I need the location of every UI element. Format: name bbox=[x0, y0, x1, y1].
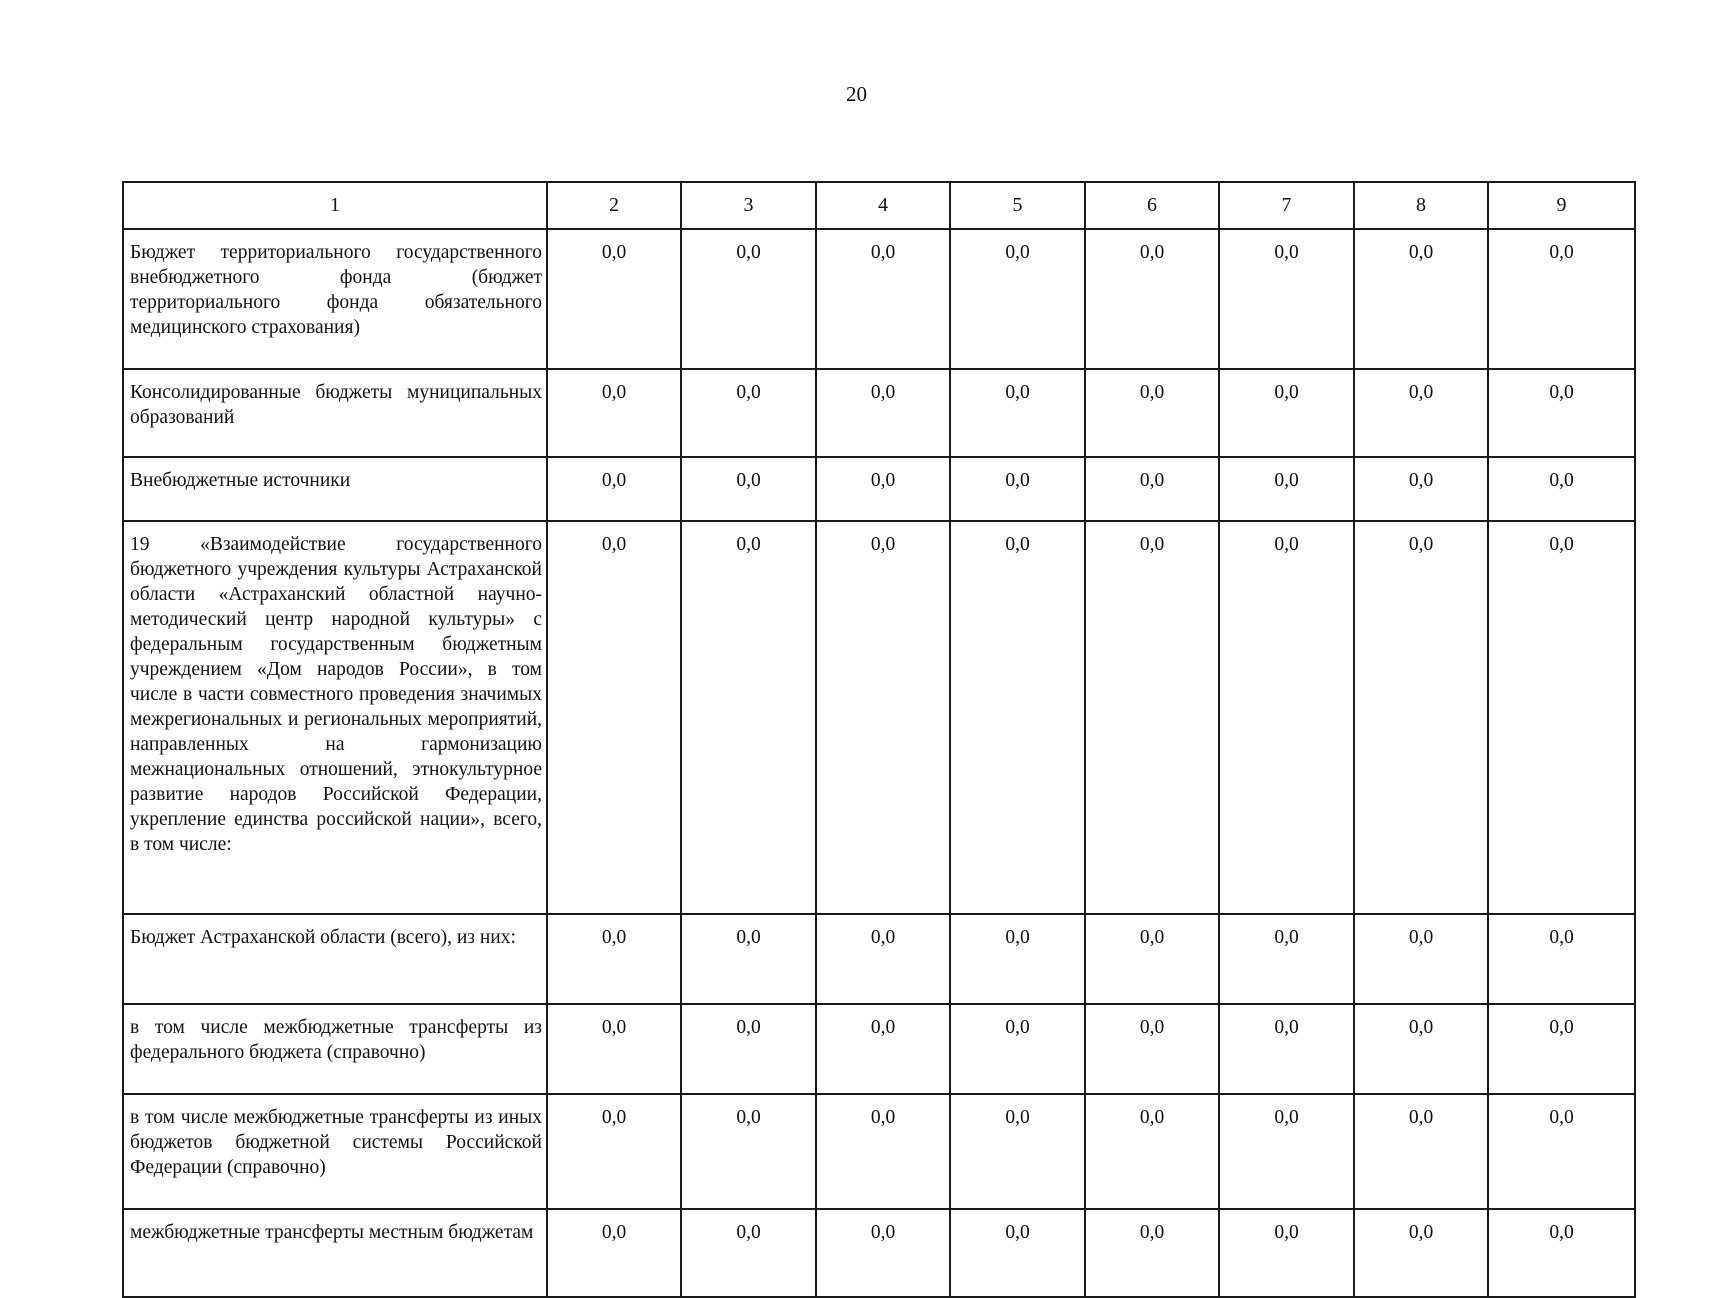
table-cell: 0,0 bbox=[1488, 229, 1635, 369]
table-cell: 0,0 bbox=[816, 1209, 950, 1297]
column-header: 3 bbox=[681, 182, 816, 229]
budget-table bbox=[122, 181, 1636, 1298]
table-cell: 0,0 bbox=[816, 1094, 950, 1209]
table-cell: 0,0 bbox=[1219, 369, 1354, 457]
table-cell: 0,0 bbox=[1488, 521, 1635, 914]
column-header: 5 bbox=[950, 182, 1085, 229]
table-cell: 0,0 bbox=[816, 457, 950, 521]
table-cell: 0,0 bbox=[950, 1094, 1085, 1209]
page-number: 20 bbox=[846, 82, 867, 106]
table-cell: 0,0 bbox=[547, 457, 681, 521]
column-header: 4 bbox=[816, 182, 950, 229]
table-cell: 0,0 bbox=[816, 229, 950, 369]
table-cell: 0,0 bbox=[681, 914, 816, 1004]
table-cell: 0,0 bbox=[1354, 457, 1488, 521]
table-cell: 0,0 bbox=[1085, 369, 1219, 457]
table-cell: 0,0 bbox=[1354, 1094, 1488, 1209]
table-cell: 0,0 bbox=[547, 1209, 681, 1297]
table-cell: 0,0 bbox=[681, 521, 816, 914]
row-label: Консолидированные бюджеты муниципальных образований bbox=[123, 369, 547, 457]
table-cell: 0,0 bbox=[950, 1209, 1085, 1297]
table-cell: 0,0 bbox=[681, 1004, 816, 1094]
table-cell: 0,0 bbox=[547, 1094, 681, 1209]
table-cell: 0,0 bbox=[816, 914, 950, 1004]
table-cell: 0,0 bbox=[1219, 1094, 1354, 1209]
table-cell: 0,0 bbox=[1085, 521, 1219, 914]
table-cell: 0,0 bbox=[547, 914, 681, 1004]
table-cell: 0,0 bbox=[1219, 457, 1354, 521]
row-label: Бюджет Астраханской области (всего), из них: bbox=[123, 914, 547, 1004]
table-cell: 0,0 bbox=[1488, 1004, 1635, 1094]
table-cell: 0,0 bbox=[1219, 914, 1354, 1004]
table-cell: 0,0 bbox=[816, 521, 950, 914]
table-cell: 0,0 bbox=[1085, 457, 1219, 521]
table-cell: 0,0 bbox=[1488, 457, 1635, 521]
table-cell: 0,0 bbox=[681, 369, 816, 457]
row-label: Внебюджетные источники bbox=[123, 457, 547, 521]
table-cell: 0,0 bbox=[1354, 1209, 1488, 1297]
table-cell: 0,0 bbox=[1488, 1209, 1635, 1297]
table-cell: 0,0 bbox=[681, 457, 816, 521]
table-cell: 0,0 bbox=[950, 521, 1085, 914]
table-cell: 0,0 bbox=[1354, 369, 1488, 457]
table-cell: 0,0 bbox=[950, 914, 1085, 1004]
table-cell: 0,0 bbox=[547, 369, 681, 457]
table-cell: 0,0 bbox=[1488, 914, 1635, 1004]
column-header: 9 bbox=[1488, 182, 1635, 229]
table-cell: 0,0 bbox=[1354, 229, 1488, 369]
table-row bbox=[123, 521, 1635, 914]
column-header: 2 bbox=[547, 182, 681, 229]
table-cell: 0,0 bbox=[681, 1209, 816, 1297]
row-label: межбюджетные трансферты местным бюджетам bbox=[123, 1209, 547, 1297]
table-cell: 0,0 bbox=[1085, 1209, 1219, 1297]
row-label: в том числе межбюджетные трансферты из иных бюджетов бюджетной системы Российской Федерации (справочно) bbox=[123, 1094, 547, 1209]
table-cell: 0,0 bbox=[1085, 1004, 1219, 1094]
table-row bbox=[123, 229, 1635, 369]
table-row bbox=[123, 1004, 1635, 1094]
table-cell: 0,0 bbox=[950, 229, 1085, 369]
table-cell: 0,0 bbox=[1085, 1094, 1219, 1209]
column-header: 6 bbox=[1085, 182, 1219, 229]
table-cell: 0,0 bbox=[950, 369, 1085, 457]
table-cell: 0,0 bbox=[1488, 1094, 1635, 1209]
table-cell: 0,0 bbox=[1085, 229, 1219, 369]
table-row bbox=[123, 1094, 1635, 1209]
table-cell: 0,0 bbox=[950, 457, 1085, 521]
table-cell: 0,0 bbox=[1085, 914, 1219, 1004]
table-cell: 0,0 bbox=[950, 1004, 1085, 1094]
table-cell: 0,0 bbox=[1219, 1004, 1354, 1094]
table-cell: 0,0 bbox=[1354, 914, 1488, 1004]
table-cell: 0,0 bbox=[547, 521, 681, 914]
table-row bbox=[123, 1209, 1635, 1297]
column-header: 1 bbox=[123, 182, 547, 229]
table-row bbox=[123, 457, 1635, 521]
table-row bbox=[123, 914, 1635, 1004]
table-cell: 0,0 bbox=[681, 229, 816, 369]
column-header: 7 bbox=[1219, 182, 1354, 229]
table-row bbox=[123, 369, 1635, 457]
row-label: в том числе межбюджетные трансферты из федерального бюджета (справочно) bbox=[123, 1004, 547, 1094]
table-cell: 0,0 bbox=[816, 369, 950, 457]
table-cell: 0,0 bbox=[547, 229, 681, 369]
table-cell: 0,0 bbox=[1488, 369, 1635, 457]
table-cell: 0,0 bbox=[1219, 521, 1354, 914]
table-cell: 0,0 bbox=[816, 1004, 950, 1094]
table-cell: 0,0 bbox=[547, 1004, 681, 1094]
row-label: 19 «Взаимодействие государственного бюджетного учреждения культуры Астраханской области «Астраханский областной научно-методический центр народной культуры» с федеральным государственным бюджетным учреждением «Дом народов России», в том числе в части совместного проведения значимых межрегиональных и региональных мероприятий, направленных на гармонизацию межнациональных отношений, этнокультурное развитие народов Российской Федерации, укрепление единства российской нации», всего, в том числе: bbox=[123, 521, 547, 914]
table-cell: 0,0 bbox=[1354, 521, 1488, 914]
table-header-row bbox=[123, 182, 1635, 229]
table-cell: 0,0 bbox=[1219, 1209, 1354, 1297]
table-cell: 0,0 bbox=[1219, 229, 1354, 369]
table-cell: 0,0 bbox=[681, 1094, 816, 1209]
row-label: Бюджет территориального государственного внебюджетного фонда (бюджет территориального фонда обязательного медицинского страхования) bbox=[123, 229, 547, 369]
table-cell: 0,0 bbox=[1354, 1004, 1488, 1094]
column-header: 8 bbox=[1354, 182, 1488, 229]
